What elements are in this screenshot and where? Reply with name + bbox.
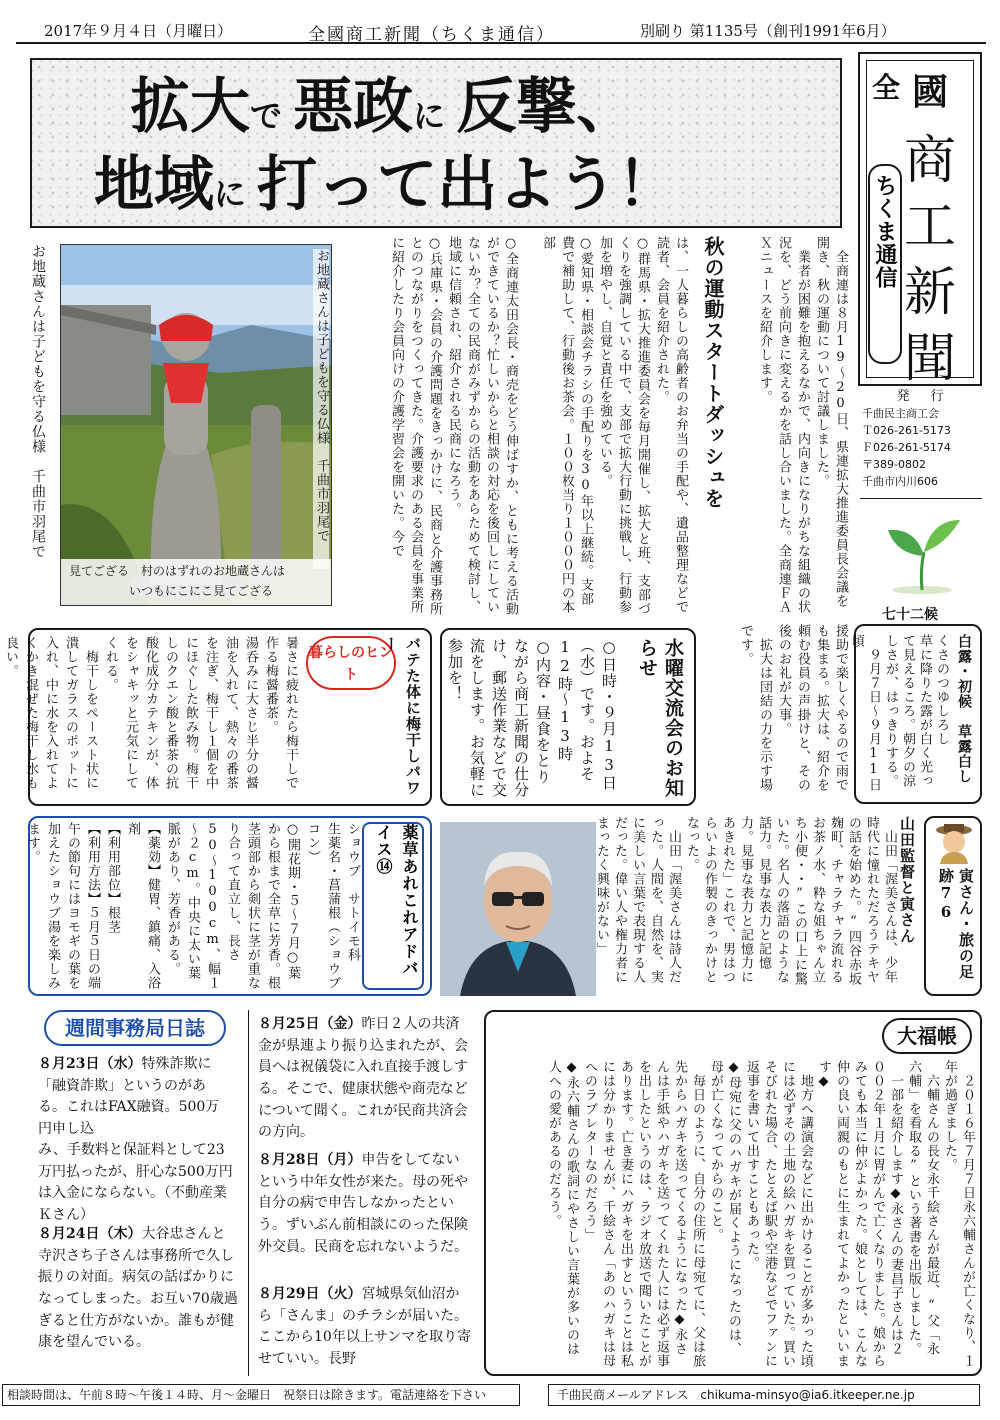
headline-line2: 地域に 打って出よう！ <box>94 150 678 220</box>
diary-col-1c: ８月24日（木）大谷忠さんと寺沢さち子さんは事務所で久し振りの対面。病気の話ばかりになってしまった。お互い70歳過ぎると仕方がないか。誰もが健康を望んでいる。 <box>38 1226 238 1351</box>
diary-col-2c: ８月29日（火）宮城県気仙沼から「さんま」のチラシが届いた。ここから10年以上サンマを取り寄せていい。長野 <box>258 1286 472 1368</box>
autumn-body-4: 援助で楽しくやるので雨でも集まる。拡大は、紹介を頼む役員の声掛けと、その後のお礼が大事。 拡大は団結の力を示す場です。 <box>738 624 848 792</box>
diary-col-2: ８月25日（金）昨日２人の共済金が県連より振り込まれたが、会員へは祝儀袋に入れ直接手渡しする。そこで、健康状態や商売などについて聞く。これが民商共済会の方向。 <box>258 1016 468 1141</box>
autumn-body-2: ○全商連太田会長・商売をどう伸ばすか、ともに考える活動ができているか？忙しいからと相談の対応を後回しにしていないか？全ての民商がみずからの活動をあらためて検討し、地域に信頼され、紹介される民商になろう。 ○兵庫県・会員の介護問題をきっかけに、民商と介護事務所とのつながりをつくってきた。介護要求のある会員を事業所に紹介したり会員向けの介護学習会を開いた。今で <box>389 236 518 616</box>
season-title: 七十二候 <box>882 607 938 623</box>
tora-san-icon <box>930 820 978 864</box>
tips-title: バテた体に梅干しパワー <box>382 636 422 796</box>
seedling-icon <box>876 510 968 596</box>
masthead-ko: 工 <box>904 197 957 257</box>
issue-number: 別刷り 第1135号（創刊1991年6月） <box>640 22 896 40</box>
photo-side-caption: お地蔵さんは子どもを守る仏様 千曲市羽尾で <box>30 244 46 559</box>
wednesday-body: ○日時・９月13日（水）です。およそ12時～13時 ○内容・昼食をとりながら商工新聞の仕分け、郵送作業などで交流をします。お気軽に参加を！ <box>446 638 618 798</box>
tips-body: 暑さに疲れたら梅干しで作る梅醤番茶。 湯呑みに大さじ半分の醤油を入れて、熱々の番茶を注ぎ、梅干し１個を中にほぐした飲み物。梅干しのクエン酸と番茶の抗酸化成分カテキンが、体をシャキッと元気にしてくれる。 梅干しをペースト状に潰してガラスのポットに入れ、中に水を入れてよくかき混ぜた梅干し水も良い。 <box>3 636 298 790</box>
headline-box <box>30 58 842 228</box>
paper-name: 全國商工新聞（ちくま通信） <box>308 25 555 45</box>
issue-date: 2017年９月４日（月曜日） <box>44 22 233 40</box>
autumn-body-3: は、一人暮らしの高齢者のお弁当の手配や、遺品整理などで読者、会員を紹介された。 ○群馬県・拡大推進委員会を毎月開催し、拡大と班、支部づくりを強調している中で、支部で拡大行動に挑戦し、行動参加を増やし、自覚と責任を強めている。 ○愛知県・相談会チラシの手配りを30年以上継続。支部費で補助して、行動後お茶会。１００枚当り１０００円の本部 <box>540 236 688 616</box>
masthead-subtitle: ちくま通信 <box>868 164 902 364</box>
photo-caption-vertical: お地蔵さんは子どもを守る仏様 千曲市羽尾で <box>313 249 329 569</box>
diary-col-1: ８月23日（水）特殊詐欺に「融資詐欺」というのがある。これはFAX融資。500万円申し込 <box>38 1056 220 1138</box>
masthead-zen: 全 <box>872 71 901 104</box>
tips-body-a <box>332 696 396 802</box>
jizo-statue-image <box>61 245 332 606</box>
director-portrait-image <box>440 822 596 996</box>
daifuku-body: ２０１６年７月７日永六輔さんが亡くなり、１年が過ぎました。 六輔さんの長女永千絵さんが最近、“父「永六輔」を看取る”という著書を出版しました。 一部を紹介します◆永さんの妻昌子さんは２００２年１月に胃がんで亡くなりました。娘からみても本当に仲がよかった。娘としては、こんな仲の良い両親のもとに生まれてよかったといいます◆ 地方へ講演会などに出かけることが多かった頃には必ずその土地の絵ハガキを買っていた。買いそびれた場合、たとえば駅や空港などでファンに返事を書いて出すこともあった。 ◆母宛に父のハガキが届くようになったのは、母が亡くなってからのこと。 毎日のように、自分の住所に母宛てに、父は旅先からハガキを送ってくるようになった◆永さんは手紙やハガキを送ってくれた人には必ず返事を出したというのは、ラジオ放送で聞いたことがあります。亡き妻にハガキを出すということは私には分かりませんが、千絵さん「あのハガキは母へのラブレターなのだろう」 ◆永六輔さんの歌詞にやさしい言葉が多いのは人への愛があるのだろう。 <box>546 1060 975 1368</box>
diary-col-1b: み、手数料と保証料として23万円払ったが、肝心な500万円は入金にならない。（不動産業Ｋさん） <box>38 1142 233 1224</box>
tora-body: 山田監督と寅さん 山田「渥美さんは、少年時代に憧れただろうテキヤの話を始めた。“四谷赤坂麹町、チャラチャラ流れるお茶ノ水、粋な姐ちゃん立ち小便・・”この口上に驚いた。名人の落語のような話力。見事な表力と記憶力。見事な表力と記憶力にあきれた」これで、男はつらいよの作製のきっかけとなった。 山田「渥美さんは詩人だった。人間を、自然を、実に美しい言葉で表現する人だった。偉い人や権力者にまったく興味がない」 <box>594 816 916 986</box>
publisher-info: 発 行 千曲民主商工会 Ｔ026-261-5173 Ｆ026-261-5174 〒389-0802 千曲市内川606 <box>862 389 951 488</box>
diary-title: 週間事務局日誌 <box>44 1010 226 1046</box>
masthead-koku: 國 <box>912 71 949 113</box>
tora-side-title: 寅さん・旅の足跡76 <box>937 868 975 980</box>
masthead <box>858 52 982 389</box>
masthead-shin: 新 <box>904 263 957 323</box>
daifuku-badge: 大福帳 <box>882 1018 972 1054</box>
photo-caption: 見てござる 村のはずれのお地蔵さんは いつもにこにこ見てござる <box>61 559 331 605</box>
season-name: 白露・初候 草露白し <box>956 634 972 784</box>
headline-line1: 拡大で 悪政に 反撃、 <box>130 72 637 142</box>
diary-col-2b: ８月28日（月）申告をしてないという中年女性が来た。母の死や自分の病で申告しなかったという。ずいぶん前相談にのった保険外交員。民商を忘れないようだ。 <box>258 1152 468 1255</box>
tora-side-box <box>924 816 982 996</box>
autumn-title: 秋の運動スタートダッシュを <box>701 236 725 509</box>
daifuku-box <box>484 1010 982 1376</box>
herb-body: ショウブ サトイモ科 生薬名・菖蒲根（ショウブコン） ○開花期・５～７月○葉から根まで全草に芳香。根茎頭部から剣状に茎が重なり合って直立し、長さ50～100cm、幅１～２cm。中央に太い葉脈があり、芳香がある。 【薬効】健胃、鎮痛、入浴剤 【利用部位】根茎 【利用方法】５月５日の端午の節句にはヨモギの葉を加えたショウブ湯を楽しみます。 <box>25 822 360 990</box>
masthead-bun: 聞 <box>904 329 957 389</box>
season-box <box>849 624 982 804</box>
autumn-body-1: 全商連は８月19～20日、県連拡大推進委員長会議を開き、秋の運動について討議しました。 業者が困難を抱えるなかで、内向きになりがちな組織の状況を、どう前向きに変えるかを話し合いました。全商連ＦＡＸニュースを紹介します。 <box>757 236 848 614</box>
herb-box <box>25 816 432 996</box>
masthead-sho: 商 <box>904 131 957 191</box>
season-body: くさのつゆしろし 草に降りた露が白く光って見えるころ。朝夕の涼しさが、はっきりする。 ９月７日～９月11日頃 <box>849 634 949 792</box>
director-photo <box>440 822 596 996</box>
footer-email[interactable]: 千曲民商メールアドレス chikuma-minsyo@ia6.itkeeper.ne.jp <box>548 1384 980 1406</box>
wednesday-title: 水曜交流会のお知らせ <box>636 638 684 798</box>
header-rule <box>16 42 986 44</box>
footer-hours: 相談時間は、午前８時～午後１４時、月～金曜日 祝祭日は除きます。電話連絡を下さい <box>2 1384 520 1406</box>
tips-badge: 暮らしのヒント <box>306 636 396 690</box>
tips-box <box>3 628 432 806</box>
wednesday-box <box>440 628 696 806</box>
herb-title-box: 薬草あれこれアドバイス⑭ <box>362 822 424 990</box>
jizo-photo <box>60 244 332 606</box>
